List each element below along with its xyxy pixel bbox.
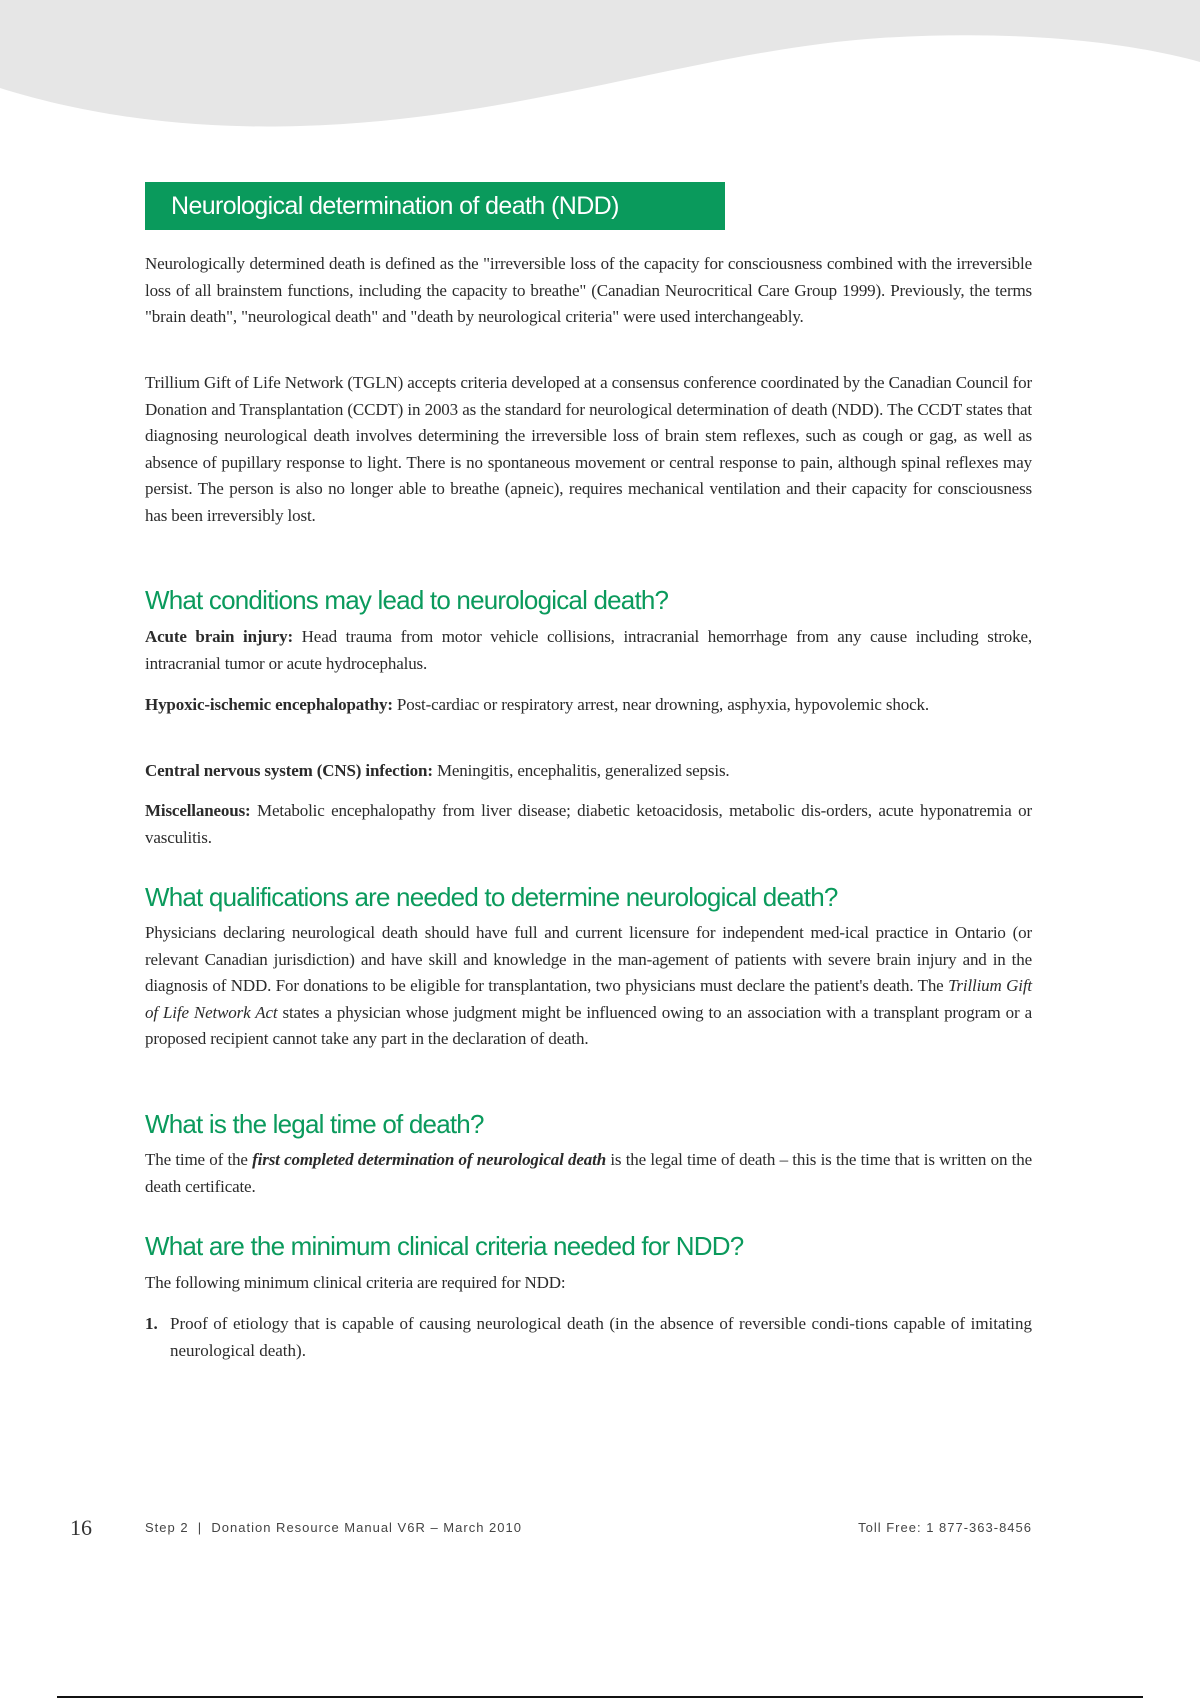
criteria-list-item [145,1311,1032,1364]
page-number: 16 [70,1515,92,1540]
condition-text: Meningitis, encephalitis, generalized sepsis. [432,761,730,780]
condition-text: Head trauma from motor vehicle collisions, intracranial hemorrhage from any cause including stroke, intracranial tumor or acute hydrocephalus. [145,627,1032,673]
qualifications-text: Physicians declaring neurological death should have full and current licensure for independent med-ical practice in Ontario (or relevant Canadian jurisdiction) and have skill and knowledge in the man-agement of patients with severe brain injury and in the diagnosis of NDD. For donations to be eligible for transplantation, two physicians must declare the patient's death. The [145,923,1032,995]
condition-term: Acute brain injury: [145,627,293,646]
footer-left: Step 2 | Donation Resource Manual V6R – March 2010 [145,1520,522,1535]
legal-time-text: is the legal time of death – this is the time that is written on the death certificate. [145,1150,1032,1196]
criteria-intro: The following minimum clinical criteria are required for NDD: [145,1273,566,1292]
legal-time-paragraph [145,1147,1032,1200]
heading-criteria: What are the minimum clinical criteria needed for NDD? [145,1231,744,1261]
condition-text: Metabolic encephalopathy from liver disease; diabetic ketoacidosis, metabolic dis-orders, acute hyponatremia or vasculitis. [145,801,1032,847]
condition-term: Miscellaneous: [145,801,251,820]
intro-paragraph-1: Neurologically determined death is defined as the "irreversible loss of the capacity for consciousness combined with the irreversible loss of all brainstem functions, including the capacity to breathe" (Canadian Neurocritical Care Group 1999). Previously, the terms "brain death", "neurological death" and "death by neurological criteria" were used interchangeably. [145,254,1032,326]
footer-toll-free: Toll Free: 1 877-363-8456 [858,1520,1032,1535]
heading-qualifications: What qualifications are needed to determine neurological death? [145,882,838,912]
condition-item [145,624,1032,677]
header-wave-decoration [0,0,1200,140]
list-number: 1. [145,1314,158,1333]
list-text: Proof of etiology that is capable of causing neurological death (in the absence of reversible condi-tions capable of imitating neurological death). [170,1314,1032,1360]
section-title-banner: Neurological determination of death (NDD) [145,182,725,230]
condition-item [145,798,1032,851]
legal-time-emphasis: first completed determination of neurological death [252,1150,606,1169]
condition-term: Hypoxic-ischemic encephalopathy: [145,695,393,714]
heading-legal-time: What is the legal time of death? [145,1109,484,1139]
condition-item [145,758,1032,785]
qualifications-text: states a physician whose judgment might be influenced owing to an association with a transplant program or a proposed recipient cannot take any part in the declaration of death. [145,1002,1032,1048]
qualifications-paragraph [145,920,1032,1053]
act-name: Trillium Gift of Life Network Act [145,976,1032,1022]
heading-conditions: What conditions may lead to neurological death? [145,585,669,615]
condition-term: Central nervous system (CNS) infection: [145,761,433,780]
intro-paragraph-2: Trillium Gift of Life Network (TGLN) accepts criteria developed at a consensus conference coordinated by the Canadian Council for Donation and Transplantation (CCDT) in 2003 as the standard for neurological determination of death (NDD). The CCDT states that diagnosing neurological death involves determining the irreversible loss of brain stem reflexes, such as cough or gag, as well as absence of pupillary response to light. There is no spontaneous movement or central response to pain, although spinal reflexes may persist. The person is also no longer able to breathe (apneic), requires mechanical ventilation and their capacity for consciousness has been irreversibly lost. [145,373,1032,525]
legal-time-text: The time of the [145,1150,253,1169]
bottom-divider [57,1696,1143,1698]
condition-item [145,692,1032,719]
condition-text: Post-cardiac or respiratory arrest, near drowning, asphyxia, hypovolemic shock. [392,695,929,714]
